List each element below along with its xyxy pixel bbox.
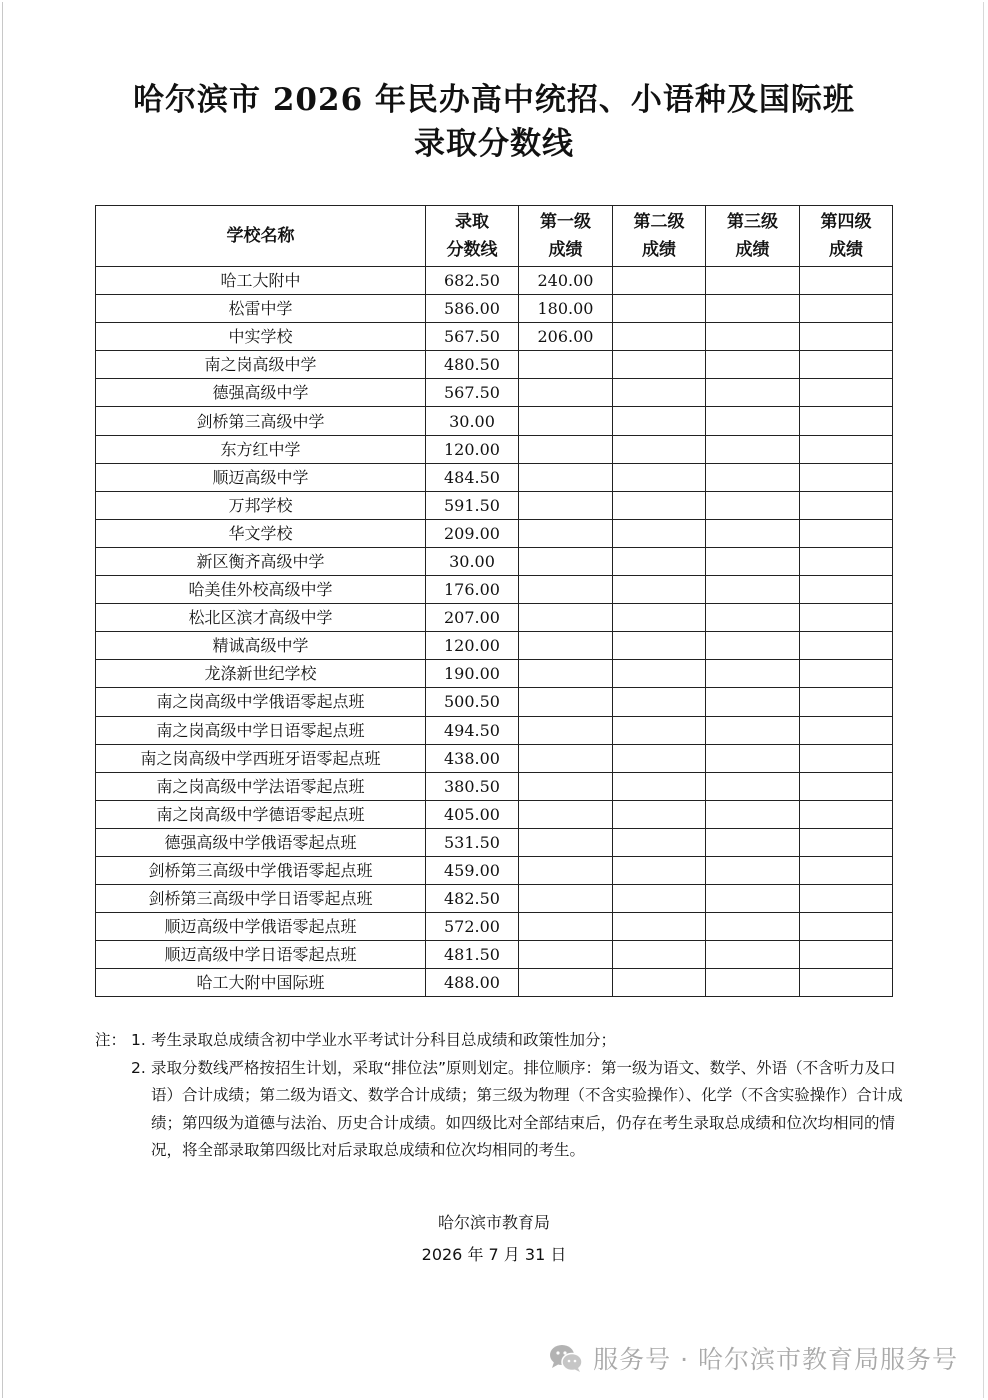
school-name-cell: 顺迈高级中学 (96, 463, 426, 491)
level-3-score-cell (706, 632, 800, 660)
admission-score-cell: 572.00 (426, 913, 519, 941)
level-4-score-cell (800, 295, 893, 323)
school-name-cell: 顺迈高级中学日语零起点班 (96, 941, 426, 969)
level-2-score-cell (613, 660, 706, 688)
level-1-score-cell (519, 435, 613, 463)
level-2-score-cell (613, 716, 706, 744)
level-1-score-cell (519, 407, 613, 435)
school-name-cell: 松北区滨才高级中学 (96, 604, 426, 632)
admission-score-cell: 30.00 (426, 547, 519, 575)
level-3-score-cell (706, 660, 800, 688)
wechat-icon (549, 1343, 583, 1373)
school-name-cell: 南之岗高级中学西班牙语零起点班 (96, 744, 426, 772)
level-2-score-cell (613, 688, 706, 716)
level-4-score-cell (800, 913, 893, 941)
admission-score-cell: 120.00 (426, 632, 519, 660)
level-2-score-cell (613, 772, 706, 800)
level-3-score-cell (706, 435, 800, 463)
table-row (96, 913, 893, 941)
level-4-score-cell (800, 463, 893, 491)
level-2-score-cell (613, 969, 706, 997)
level-1-score-cell (519, 828, 613, 856)
level-3-score-cell (706, 744, 800, 772)
level-3-score-cell (706, 547, 800, 575)
school-name-cell: 南之岗高级中学德语零起点班 (96, 800, 426, 828)
admission-score-cell: 30.00 (426, 407, 519, 435)
admission-score-cell: 567.50 (426, 379, 519, 407)
level-1-score-cell (519, 519, 613, 547)
level-3-score-cell (706, 463, 800, 491)
school-name-cell: 万邦学校 (96, 491, 426, 519)
issuer-name: 哈尔滨市教育局 (437, 1213, 550, 1232)
level-4-score-cell (800, 351, 893, 379)
level-4-score-cell (800, 744, 893, 772)
table-row (96, 885, 893, 913)
school-name-cell: 东方红中学 (96, 435, 426, 463)
admission-score-cell: 494.50 (426, 716, 519, 744)
level-3-score-cell (706, 604, 800, 632)
level-1-score-cell (519, 547, 613, 575)
level-4-score-cell (800, 576, 893, 604)
level-4-score-cell (800, 660, 893, 688)
document-title (0, 78, 988, 166)
level-3-score-cell (706, 885, 800, 913)
level-2-score-cell (613, 828, 706, 856)
level-1-score-cell (519, 379, 613, 407)
level-2-score-cell (613, 351, 706, 379)
level-2-score-cell (613, 632, 706, 660)
level-1-score-cell: 206.00 (519, 323, 613, 351)
level-2-score-cell (613, 407, 706, 435)
admission-score-cell: 586.00 (426, 295, 519, 323)
school-name-cell: 德强高级中学俄语零起点班 (96, 828, 426, 856)
admission-score-cell: 459.00 (426, 856, 519, 884)
admission-score-cell: 405.00 (426, 800, 519, 828)
level-1-score-cell (519, 351, 613, 379)
level-2-score-cell (613, 379, 706, 407)
school-name-cell: 剑桥第三高级中学 (96, 407, 426, 435)
level-4-score-cell (800, 772, 893, 800)
table-row (96, 407, 893, 435)
admission-score-cell: 438.00 (426, 744, 519, 772)
table-row (96, 744, 893, 772)
level-1-score-cell (519, 885, 613, 913)
table-row (96, 463, 893, 491)
level-1-score-cell (519, 576, 613, 604)
level-2-score-cell (613, 295, 706, 323)
level-4-score-cell (800, 856, 893, 884)
level-3-score-cell (706, 379, 800, 407)
header-level-4: 第四级 成绩 (800, 206, 893, 267)
note-text: 考生录取总成绩含初中学业水平考试计分科目总成绩和政策性加分； (151, 1031, 617, 1049)
table-row (96, 604, 893, 632)
level-2-score-cell (613, 913, 706, 941)
level-4-score-cell (800, 267, 893, 295)
level-4-score-cell (800, 604, 893, 632)
level-4-score-cell (800, 491, 893, 519)
admission-score-cell: 209.00 (426, 519, 519, 547)
school-name-cell: 南之岗高级中学日语零起点班 (96, 716, 426, 744)
watermark (549, 1340, 958, 1376)
school-name-cell: 哈工大附中 (96, 267, 426, 295)
level-2-score-cell (613, 463, 706, 491)
level-4-score-cell (800, 323, 893, 351)
school-name-cell: 哈美佳外校高级中学 (96, 576, 426, 604)
admission-score-cell: 176.00 (426, 576, 519, 604)
table-row (96, 660, 893, 688)
admission-score-cell: 500.50 (426, 688, 519, 716)
admission-score-cell: 120.00 (426, 435, 519, 463)
level-1-score-cell (519, 800, 613, 828)
table-row (96, 800, 893, 828)
admission-score-cell: 484.50 (426, 463, 519, 491)
notes-prefix: 注： (95, 1031, 127, 1049)
level-4-score-cell (800, 688, 893, 716)
admission-score-cell: 567.50 (426, 323, 519, 351)
level-3-score-cell (706, 941, 800, 969)
level-3-score-cell (706, 295, 800, 323)
level-1-score-cell (519, 491, 613, 519)
level-3-score-cell (706, 576, 800, 604)
level-1-score-cell (519, 604, 613, 632)
level-4-score-cell (800, 547, 893, 575)
level-2-score-cell (613, 435, 706, 463)
level-1-score-cell (519, 632, 613, 660)
level-1-score-cell (519, 856, 613, 884)
level-3-score-cell (706, 688, 800, 716)
level-3-score-cell (706, 407, 800, 435)
table-row (96, 632, 893, 660)
table-row (96, 351, 893, 379)
level-3-score-cell (706, 913, 800, 941)
admission-score-cell: 591.50 (426, 491, 519, 519)
level-3-score-cell (706, 491, 800, 519)
issue-date: 2026 年 7 月 31 日 (421, 1245, 567, 1264)
level-1-score-cell (519, 772, 613, 800)
level-3-score-cell (706, 856, 800, 884)
table-row (96, 716, 893, 744)
level-1-score-cell (519, 744, 613, 772)
table-row (96, 941, 893, 969)
header-level-3: 第三级 成绩 (706, 206, 800, 267)
level-2-score-cell (613, 519, 706, 547)
level-1-score-cell: 240.00 (519, 267, 613, 295)
level-2-score-cell (613, 323, 706, 351)
school-name-cell: 剑桥第三高级中学日语零起点班 (96, 885, 426, 913)
table-header-row (96, 206, 893, 267)
title-line-2: 录取分数线 (414, 126, 574, 162)
table-row (96, 267, 893, 295)
level-4-score-cell (800, 885, 893, 913)
level-1-score-cell: 180.00 (519, 295, 613, 323)
level-3-score-cell (706, 519, 800, 547)
table-row (96, 491, 893, 519)
admission-score-cell: 190.00 (426, 660, 519, 688)
admission-score-cell: 488.00 (426, 969, 519, 997)
level-4-score-cell (800, 379, 893, 407)
admission-score-cell: 682.50 (426, 267, 519, 295)
level-4-score-cell (800, 828, 893, 856)
level-3-score-cell (706, 969, 800, 997)
note-text: 录取分数线严格按招生计划，采取“排位法”原则划定。排位顺序：第一级为语文、数学、外语（不含听力及口语）合计成绩；第二级为语文、数学合计成绩；第三级为物理（不含实验操作）、化学（不含实验操作）合计成绩；第四级为道德与法治、历史合计成绩。如四级比对全部结束后，仍存在考生录取总成绩和位次均相同的情况，将全部录取第四级比对后录取总成绩和位次均相同的考生。 (151, 1058, 903, 1159)
admission-score-cell: 480.50 (426, 351, 519, 379)
table-row (96, 379, 893, 407)
school-name-cell: 剑桥第三高级中学俄语零起点班 (96, 856, 426, 884)
note-number: 2. (131, 1058, 146, 1077)
level-4-score-cell (800, 632, 893, 660)
level-4-score-cell (800, 941, 893, 969)
level-3-score-cell (706, 828, 800, 856)
level-3-score-cell (706, 800, 800, 828)
level-2-score-cell (613, 576, 706, 604)
watermark-text: 服务号 · 哈尔滨市教育局服务号 (593, 1345, 958, 1374)
admission-score-cell: 482.50 (426, 885, 519, 913)
admission-score-cell: 207.00 (426, 604, 519, 632)
level-1-score-cell (519, 688, 613, 716)
level-3-score-cell (706, 351, 800, 379)
school-name-cell: 南之岗高级中学俄语零起点班 (96, 688, 426, 716)
title-line-1: 哈尔滨市 2026 年民办高中统招、小语种及国际班 (133, 82, 855, 118)
admission-score-cell: 531.50 (426, 828, 519, 856)
level-2-score-cell (613, 856, 706, 884)
school-name-cell: 哈工大附中国际班 (96, 969, 426, 997)
level-4-score-cell (800, 435, 893, 463)
school-name-cell: 精诚高级中学 (96, 632, 426, 660)
notes-section (95, 1027, 905, 1165)
level-2-score-cell (613, 885, 706, 913)
level-2-score-cell (613, 800, 706, 828)
note-item-2 (95, 1055, 905, 1165)
note-number: 1. (131, 1031, 146, 1049)
table-row (96, 323, 893, 351)
level-4-score-cell (800, 800, 893, 828)
table-row (96, 576, 893, 604)
table-row (96, 856, 893, 884)
table-row (96, 295, 893, 323)
level-4-score-cell (800, 407, 893, 435)
level-4-score-cell (800, 969, 893, 997)
table-body (96, 267, 893, 997)
header-level-2: 第二级 成绩 (613, 206, 706, 267)
admission-score-cell: 481.50 (426, 941, 519, 969)
school-name-cell: 南之岗高级中学 (96, 351, 426, 379)
school-name-cell: 华文学校 (96, 519, 426, 547)
header-admission-score: 录取 分数线 (426, 206, 519, 267)
level-1-score-cell (519, 716, 613, 744)
admission-score-table (95, 205, 893, 997)
note-item-1 (95, 1027, 905, 1055)
school-name-cell: 中实学校 (96, 323, 426, 351)
level-2-score-cell (613, 941, 706, 969)
school-name-cell: 德强高级中学 (96, 379, 426, 407)
level-2-score-cell (613, 547, 706, 575)
level-3-score-cell (706, 772, 800, 800)
level-2-score-cell (613, 267, 706, 295)
level-1-score-cell (519, 660, 613, 688)
level-1-score-cell (519, 969, 613, 997)
school-name-cell: 龙涤新世纪学校 (96, 660, 426, 688)
level-2-score-cell (613, 491, 706, 519)
school-name-cell: 新区衡齐高级中学 (96, 547, 426, 575)
level-1-score-cell (519, 941, 613, 969)
level-4-score-cell (800, 716, 893, 744)
table-row (96, 828, 893, 856)
school-name-cell: 顺迈高级中学俄语零起点班 (96, 913, 426, 941)
header-level-1: 第一级 成绩 (519, 206, 613, 267)
level-2-score-cell (613, 744, 706, 772)
level-2-score-cell (613, 604, 706, 632)
admission-score-cell: 380.50 (426, 772, 519, 800)
school-name-cell: 松雷中学 (96, 295, 426, 323)
table-row (96, 547, 893, 575)
table-row (96, 519, 893, 547)
level-4-score-cell (800, 519, 893, 547)
level-3-score-cell (706, 716, 800, 744)
header-school-name: 学校名称 (96, 206, 426, 267)
level-1-score-cell (519, 913, 613, 941)
school-name-cell: 南之岗高级中学法语零起点班 (96, 772, 426, 800)
level-1-score-cell (519, 463, 613, 491)
level-3-score-cell (706, 267, 800, 295)
table-row (96, 969, 893, 997)
table-row (96, 435, 893, 463)
table-row (96, 688, 893, 716)
table-row (96, 772, 893, 800)
level-3-score-cell (706, 323, 800, 351)
